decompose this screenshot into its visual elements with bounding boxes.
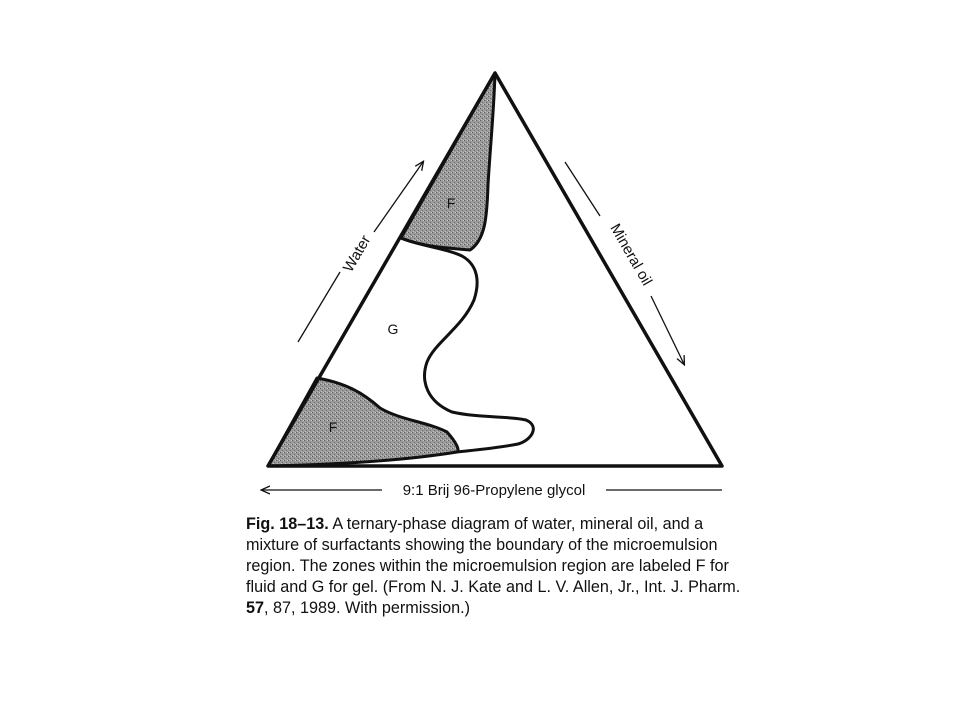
caption-line-4: fluid and G for gel. (From N. J. Kate and L. V. Allen, Jr., Int. J. Pharm.	[246, 578, 741, 596]
caption-line-1-text: A ternary-phase diagram of water, mineral oil, and a	[328, 515, 704, 533]
caption-figure-label: Fig. 18–13.	[246, 515, 329, 533]
region-label-f-bottom: F	[328, 419, 338, 435]
caption-volume-number: 57	[246, 599, 265, 617]
region-label-f-top: F	[446, 195, 456, 211]
water-axis-label: Water	[339, 232, 375, 276]
microemulsion-boundary	[401, 238, 533, 452]
caption-line-2: mixture of surfactants showing the boundary of the microemulsion	[246, 536, 718, 554]
caption-line-5-text: , 87, 1989. With permission.)	[264, 599, 471, 617]
figure-caption	[246, 514, 786, 619]
region-label-g: G	[387, 321, 399, 337]
caption-line-5	[246, 598, 786, 619]
caption-line-3: region. The zones within the microemulsion region are labeled F for	[246, 557, 729, 575]
caption-line-1	[246, 514, 786, 535]
surfactant-axis-label: 9:1 Brij 96-Propylene glycol	[402, 482, 586, 499]
water-arrow-lower	[298, 272, 340, 342]
mineral-oil-arrow-upper	[565, 162, 600, 216]
mineral-oil-axis-label: Mineral oil	[606, 220, 656, 289]
